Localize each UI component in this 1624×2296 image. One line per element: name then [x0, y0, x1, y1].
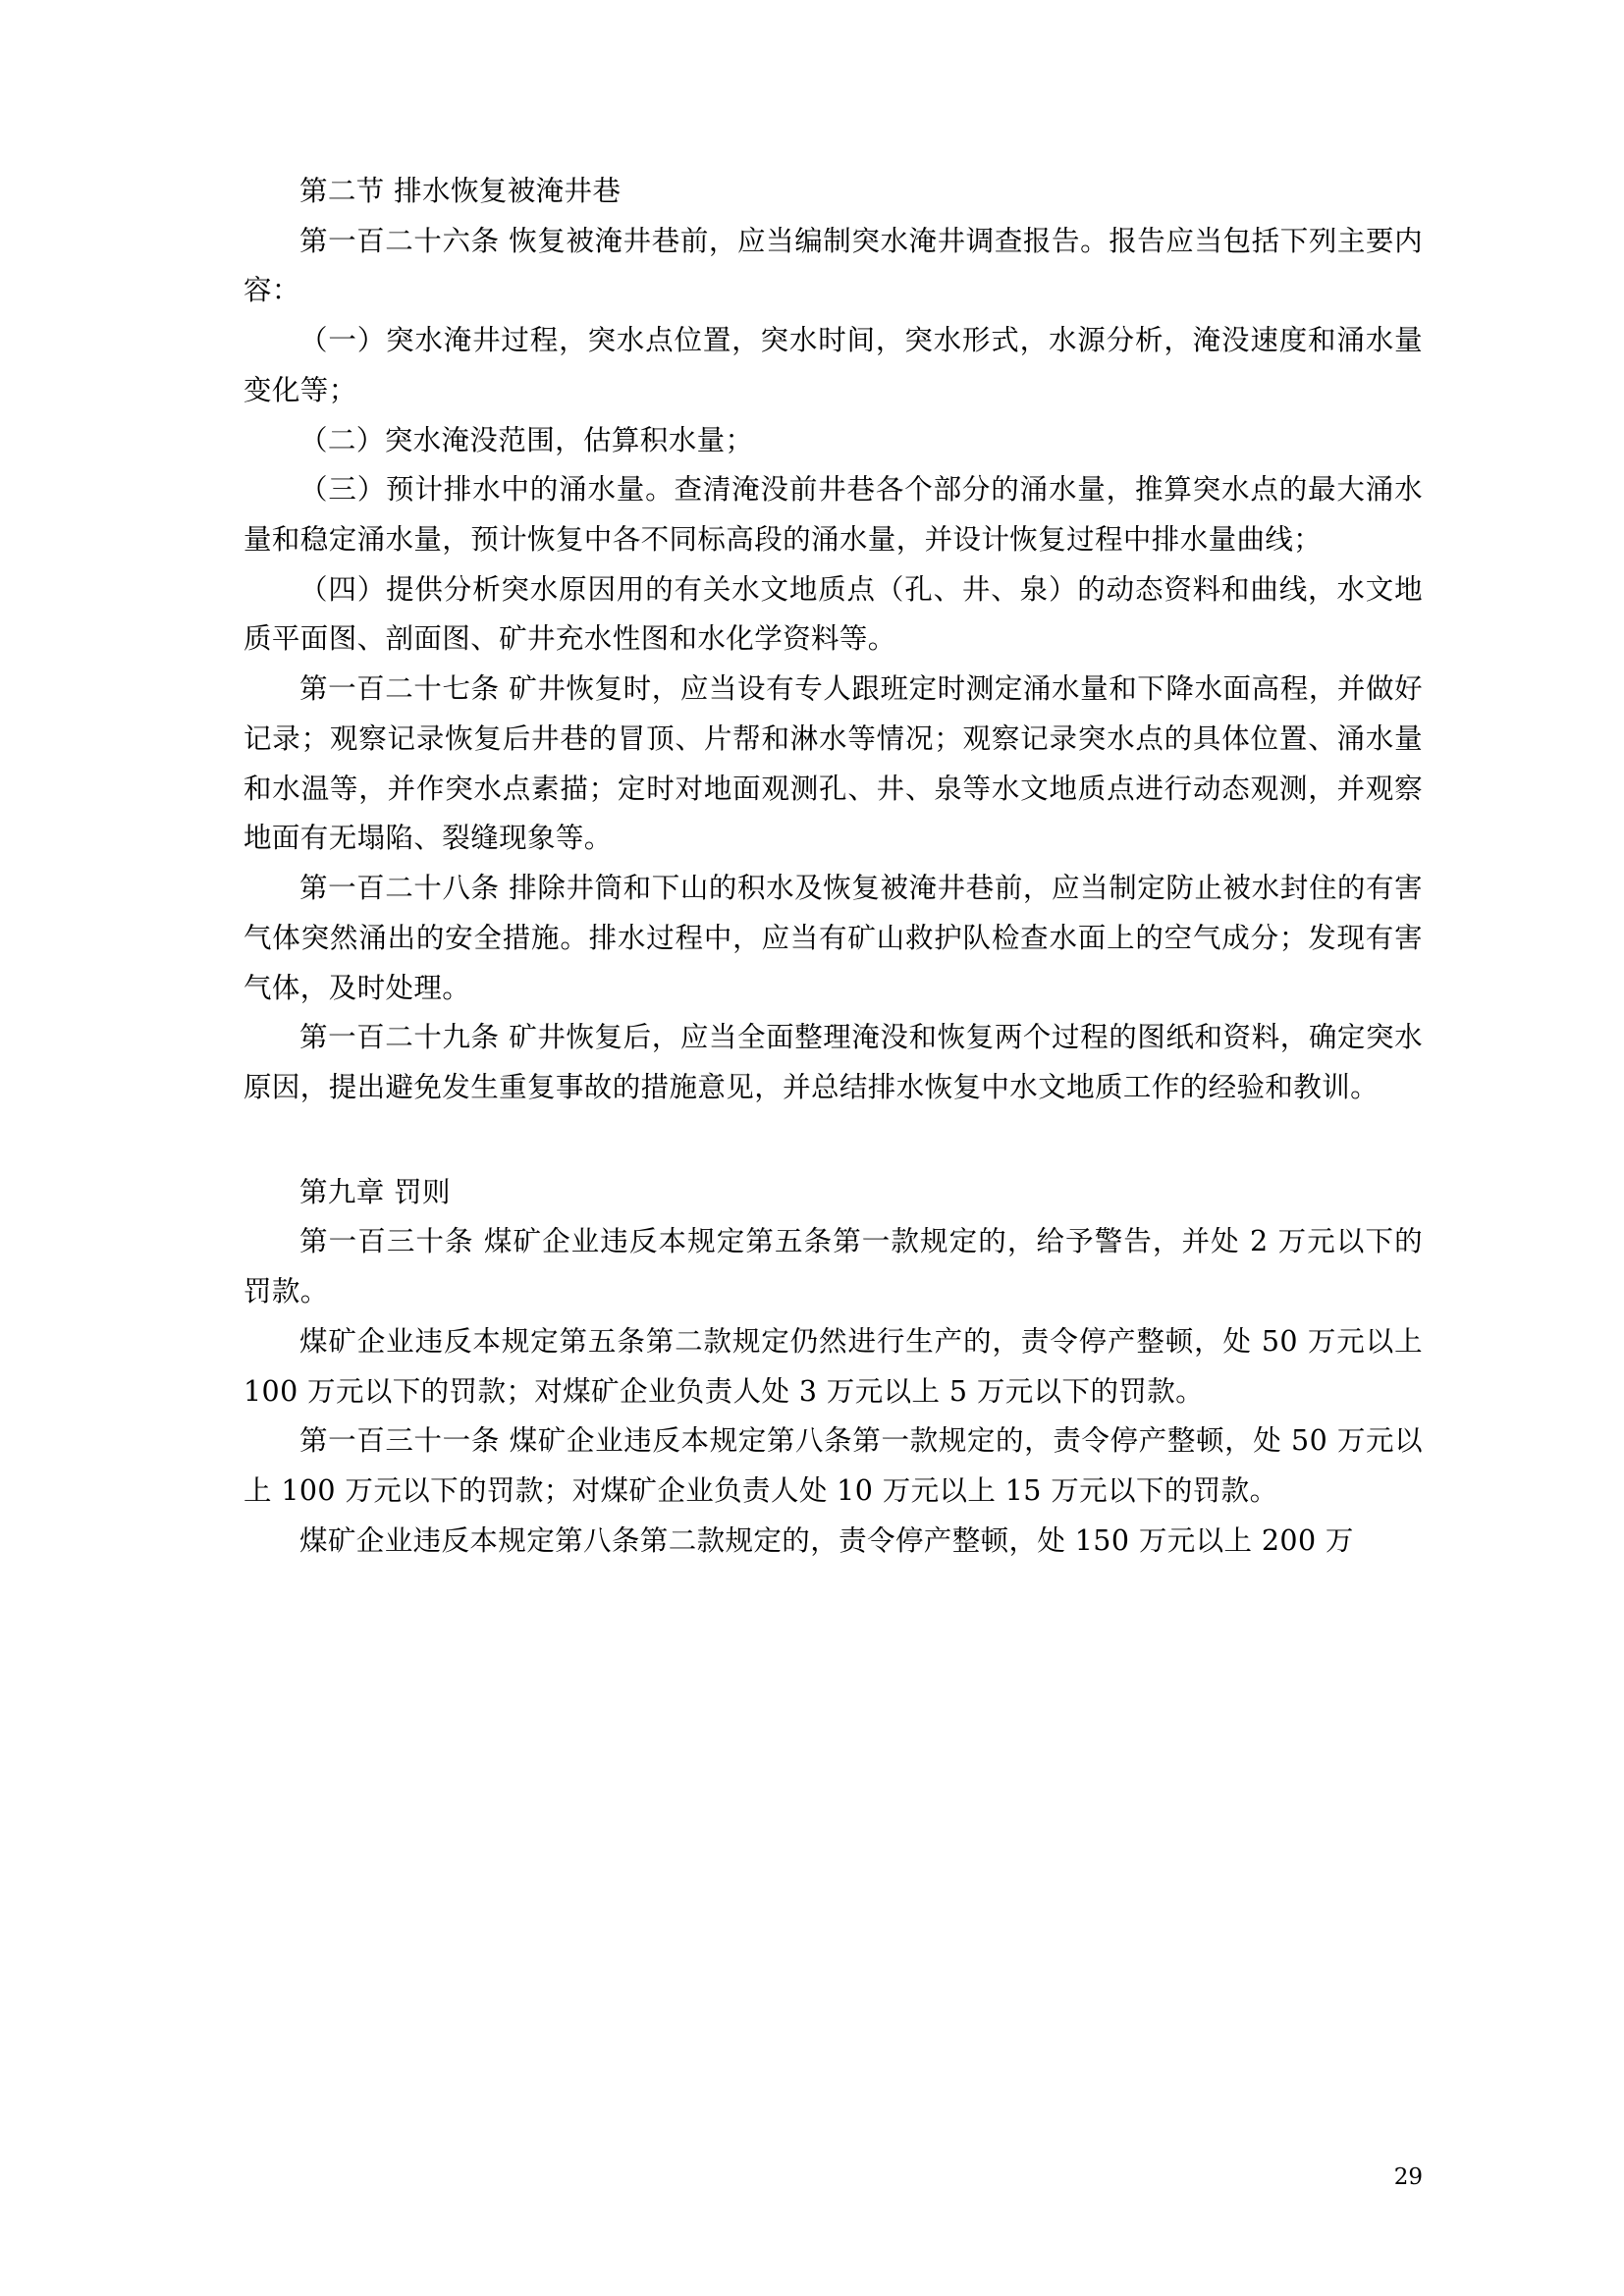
body-paragraph: 煤矿企业违反本规定第五条第二款规定仍然进行生产的，责令停产整顿，处 50 万元以上 100 万元以下的罚款；对煤矿企业负责人处 3 万元以上 5 万元以下的罚款。	[244, 1324, 1423, 1408]
body-paragraph: （一）突水淹井过程，突水点位置，突水时间，突水形式，水源分析，淹没速度和涌水量变化等；	[244, 324, 1423, 406]
body-paragraph: 第一百二十九条 矿井恢复后，应当全面整理淹没和恢复两个过程的图纸和资料，确定突水原因，提出避免发生重复事故的措施意见，并总结排水恢复中水文地质工作的经验和教训。	[244, 1021, 1423, 1103]
body-paragraph: （三）预计排水中的涌水量。查清淹没前井巷各个部分的涌水量，推算突水点的最大涌水量和稳定涌水量，预计恢复中各不同标高段的涌水量，并设计恢复过程中排水量曲线；	[244, 473, 1423, 557]
page-number: 29	[1393, 2164, 1423, 2190]
body-paragraph: 第一百二十六条 恢复被淹井巷前，应当编制突水淹井调查报告。报告应当包括下列主要内容：	[244, 224, 1423, 307]
body-paragraph: 第一百二十七条 矿井恢复时，应当设有专人跟班定时测定涌水量和下降水面高程，并做好记录；观察记录恢复后井巷的冒顶、片帮和淋水等情况；观察记录突水点的具体位置、涌水量和水温等，并作突水点素描；定时对地面观测孔、井、泉等水文地质点进行动态观测，并观察地面有无塌陷、裂缝现象等。	[244, 672, 1423, 855]
body-paragraph: （四）提供分析突水原因用的有关水文地质点（孔、井、泉）的动态资料和曲线，水文地质平面图、剖面图、矿井充水性图和水化学资料等。	[244, 572, 1423, 656]
section-heading: 第九章 罚则	[299, 1175, 451, 1208]
body-paragraph: 第一百二十八条 排除井筒和下山的积水及恢复被淹井巷前，应当制定防止被水封住的有害气体突然涌出的安全措施。排水过程中，应当有矿山救护队检查水面上的空气成分；发现有害气体，及时处理。	[244, 872, 1423, 1004]
body-paragraph: 第一百三十条 煤矿企业违反本规定第五条第一款规定的，给予警告，并处 2 万元以下的罚款。	[244, 1225, 1423, 1308]
section-heading: 第二节 排水恢复被淹井巷	[299, 175, 622, 207]
document-body	[244, 167, 1423, 1566]
body-paragraph: （二）突水淹没范围，估算积水量；	[299, 423, 754, 456]
body-paragraph: 煤矿企业违反本规定第八条第二款规定的，责令停产整顿，处 150 万元以上 200 万	[299, 1523, 1354, 1557]
body-paragraph: 第一百三十一条 煤矿企业违反本规定第八条第一款规定的，责令停产整顿，处 50 万元以上 100 万元以下的罚款；对煤矿企业负责人处 10 万元以上 15 万元以下的罚款。	[244, 1424, 1423, 1507]
paragraph-spacer	[244, 1113, 1423, 1168]
